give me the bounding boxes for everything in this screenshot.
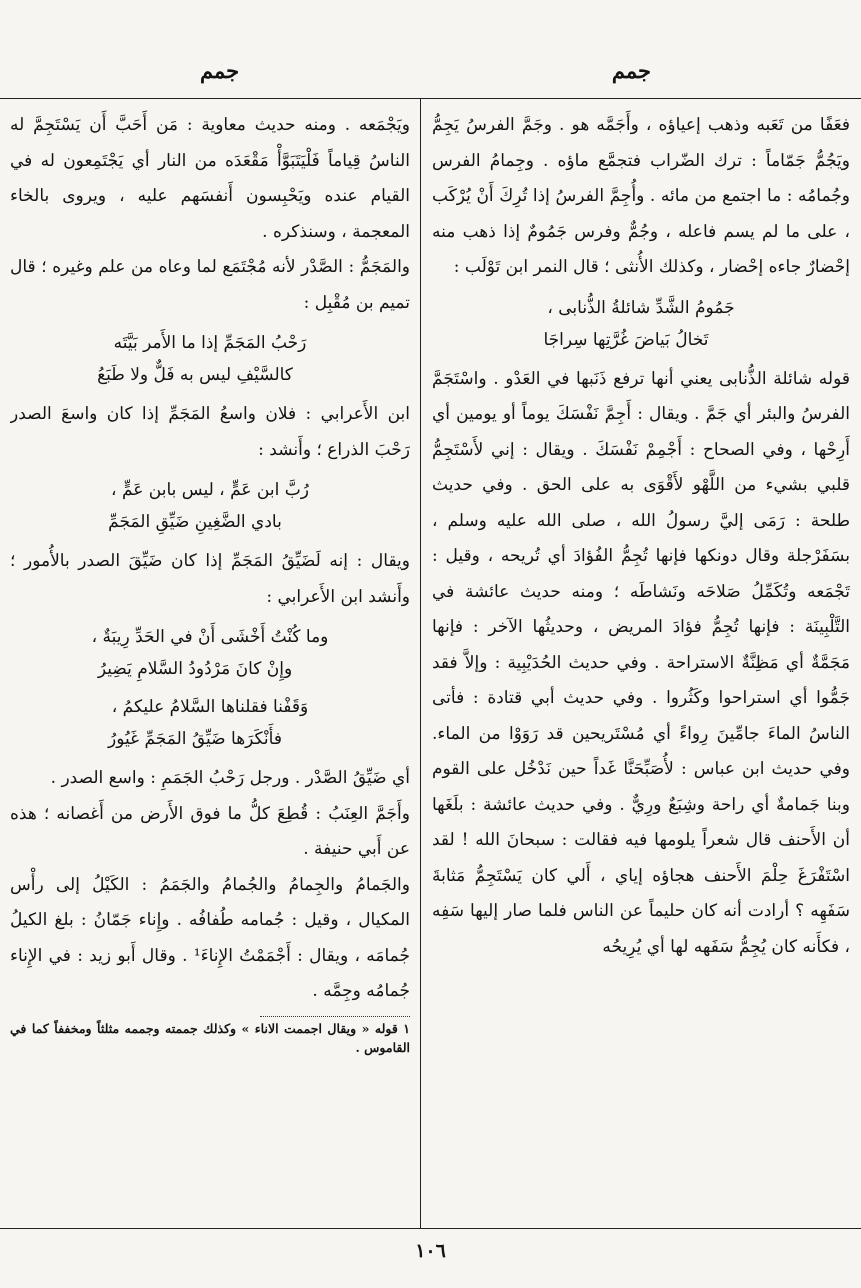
verse <box>10 474 410 538</box>
verse <box>432 292 850 356</box>
verse <box>10 691 410 755</box>
paragraph: ابن الأَعرابي : فلان واسعُ المَجَمِّ إذا كان واسعَ الصدر رَحْبَ الذراع ؛ وأَنشد : <box>10 404 410 460</box>
right-column <box>432 108 850 1226</box>
running-header-left: جمم <box>200 58 240 83</box>
verse-line: رُبَّ ابن عَمٍّ ، ليس بابن عَمٍّ ، <box>111 480 309 500</box>
footnote: ١ قوله « ويقال اجممت الاناء » وكذلك جممته وجممه مثلثاً ومخففاً كما في القاموس . <box>10 1020 410 1055</box>
footer-rule <box>0 1228 861 1229</box>
paragraph: أي ضَيِّقُ الصَّدْر . ورجل رَحْبُ الجَمَمِ : واسع الصدر . <box>50 768 410 788</box>
verse <box>10 621 410 685</box>
paragraph: فعَفًا من تَعَبه وذهب إعياؤه ، وأَجَمَّه هو . وجَمَّ الفرسُ يَجِمُّ ويَجُمُّ جَمّاماً : ترك الضّراب فتجمَّع ماؤه . وجِمامُ الفرس وجُمامُه : ما اجتمع من مائه . وأُجِمَّ الفرسُ إذا تُرِكَ أَنْ يُرْكَب ، على ما لم يسم فاعله ، وجُمٌّ وفرس جَمُومٌ إذا ذهب منه إحْضارٌ جاءه إحْضار ، وكذلك الأُنثى ؛ قال النمر ابن تَوْلَب : <box>432 115 850 277</box>
verse-line: وَقَفْنا فقلناها السَّلامُ عليكمُ ، <box>111 697 309 717</box>
verse-line: وإِنْ كانَ مَرْدُودُ السَّلامِ يَضِيرُ <box>97 659 293 679</box>
verse-line: وما كُنْتُ أَخْشَى أَنْ في الحَدِّ رِيبَةٌ ، <box>91 627 329 647</box>
left-column <box>10 108 410 1226</box>
verse <box>10 327 410 391</box>
paragraph: والجَمامُ والجِمامُ والجُمامُ والجَمَمُ : الكَيْلُ إلى رأْس المكيال ، وقيل : جُمامه طُفافُه . وإِناء جَمّانُ : بلغ الكيلُ جُمامَه ، ويقال : أَجْمَمْتُ الإِناءَ¹ . وقال أَبو زيد : في الإِناء جُمامُه وجِمَّه . <box>10 874 410 1001</box>
paragraph: ويقال : إنه لَضَيِّقُ المَجَمِّ إذا كان ضَيِّقَ الصدر بالأُمور ؛ وأَنشد ابن الأَعرابي : <box>10 551 410 607</box>
paragraph: ويَجْمَعه . ومنه حديث معاوية : مَن أَحَبَّ أَن يَسْتَجِمَّ له الناسُ قِياماً فَلْيَتَبَوَّأْ مَقْعَدَه من النار أي يَجْتَمِعون له في القيام عنده ويَحْبِسون أَنفسَهم عليه ، ويروى بالخاء المعجمة ، وسنذكره . <box>10 115 410 242</box>
verse-line: جَمُومُ الشَّدِّ شائلةُ الذُّنابى ، <box>547 297 735 318</box>
verse-line: كالسَّيْفِ ليس به فَلٌّ ولا طَبَعُ <box>97 365 293 385</box>
verse-line: بادي الضَّغِينِ ضَيِّقِ المَجَمِّ <box>108 512 282 532</box>
page-number: ١٠٦ <box>415 1240 446 1262</box>
footnote-rule <box>260 1016 410 1017</box>
paragraph: قوله شائلة الذُّنابى يعني أنها ترفع ذَنَبها في العَدْو . واسْتَجَمَّ الفرسُ والبئر أي جَمَّ . ويقال : أَجِمَّ نَفْسَكَ يوماً أو يومين أي أَرِحْها ، وفي الصحاح : أَجْمِمْ نَفْسَكَ . ويقال : إني لأَسْتَجِمُّ قلبي بشيء من اللَّهْو لأَقْوَى به على الحق . وفي حديث طلحة : رَمَى إليَّ رسولُ الله ، صلى الله عليه وسلم ، بسَفَرْجلة وقال دونكها فإنها تُجِمُّ الفُؤادَ أي تُريحه ، وقيل : تَجْمَعه وتُكَمِّلُ صَلاحَه ونَشاطَه ؛ ومنه حديث عائشة في التَّلْبِينَة : فإنها تُجِمُّ فؤادَ المريض ، وحديثُها الآخر : فإنها مَجَمَّةٌ أي مَظِنَّةٌ الاستراحة . وفي حديث الحُدَيْبِية : وإلاَّ فقد جَمُّوا أي استراحوا وكَثُروا . وفي حديث أبي قتادة : فأتى الناسُ الماءَ جامِّينَ رِواءً أي مُسْتَريحين قد رَوَوْا من الماء. وفي حديث ابن عباس : لأُصَبِّحَنَّا غَداً حين نَدْخُل على القوم وبنا جَمامةٌ أي راحة وشِبَعٌ ورِيٌّ . وفي حديث عائشة : بلَغَها أن الأَحنف قال شعراً يلومها فيه فقالت : سبحانَ الله ! لقد اسْتَفْرَغَ حِلْمَ الأَحنف هجاؤه إياي ، أَلي كان يَسْتَجِمُّ مَثابةَ سَفَهِه ؟ أرادت أنه كان حليماً عن الناس فلما صار إليها سَفِه ، فكأَنه كان يُجِمُّ سَفَهه لها أي يُرِيحُه <box>432 368 850 957</box>
running-header-right: جمم <box>611 58 651 83</box>
header-rule <box>0 98 861 99</box>
paragraph: والمَجَمُّ : الصَّدْر لأنه مُجْتَمَع لما وعاه من علم وغيره ؛ قال تميم بن مُقْبِل : <box>10 257 410 313</box>
verse-line: رَحْبُ المَجَمِّ إذا ما الأَمر بَيَّتَه <box>113 333 307 353</box>
verse-line: تَخالُ بَياضَ غُرَّتِها سِراجَا <box>543 329 709 350</box>
paragraph: وأَجَمَّ العِنَبُ : قُطِعَ كلُّ ما فوق الأَرض من أَغصانه ؛ هذه عن أَبي حنيفة . <box>10 803 410 859</box>
column-separator <box>420 99 421 1228</box>
verse-line: فأَنْكَرَها ضَيِّقُ المَجَمِّ غَيُورُ <box>108 729 282 749</box>
